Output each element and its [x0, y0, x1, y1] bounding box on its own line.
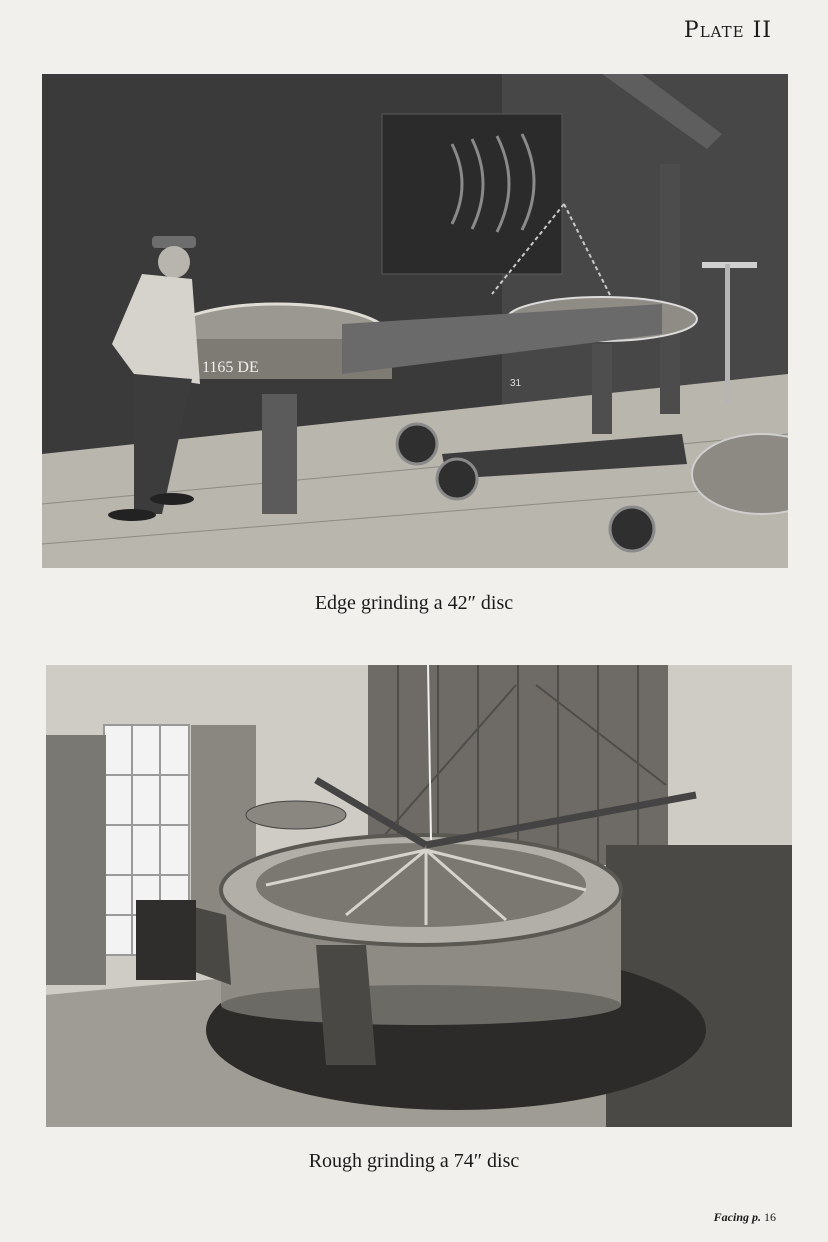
- facing-page-number: 16: [764, 1210, 776, 1224]
- facing-label: Facing p.: [713, 1210, 761, 1224]
- caption-edge-grinding: Edge grinding a 42″ disc: [314, 592, 514, 614]
- machine-number: 31: [510, 378, 522, 389]
- photo-edge-grinding: [42, 74, 788, 568]
- caption-rough-grinding: Rough grinding a 74″ disc: [308, 1150, 520, 1172]
- photo-rough-grinding: [46, 665, 792, 1127]
- stencil-text: 1165 DE: [202, 359, 259, 376]
- plate-title: Plate II: [683, 18, 772, 43]
- facing-page-note: [714, 1210, 776, 1225]
